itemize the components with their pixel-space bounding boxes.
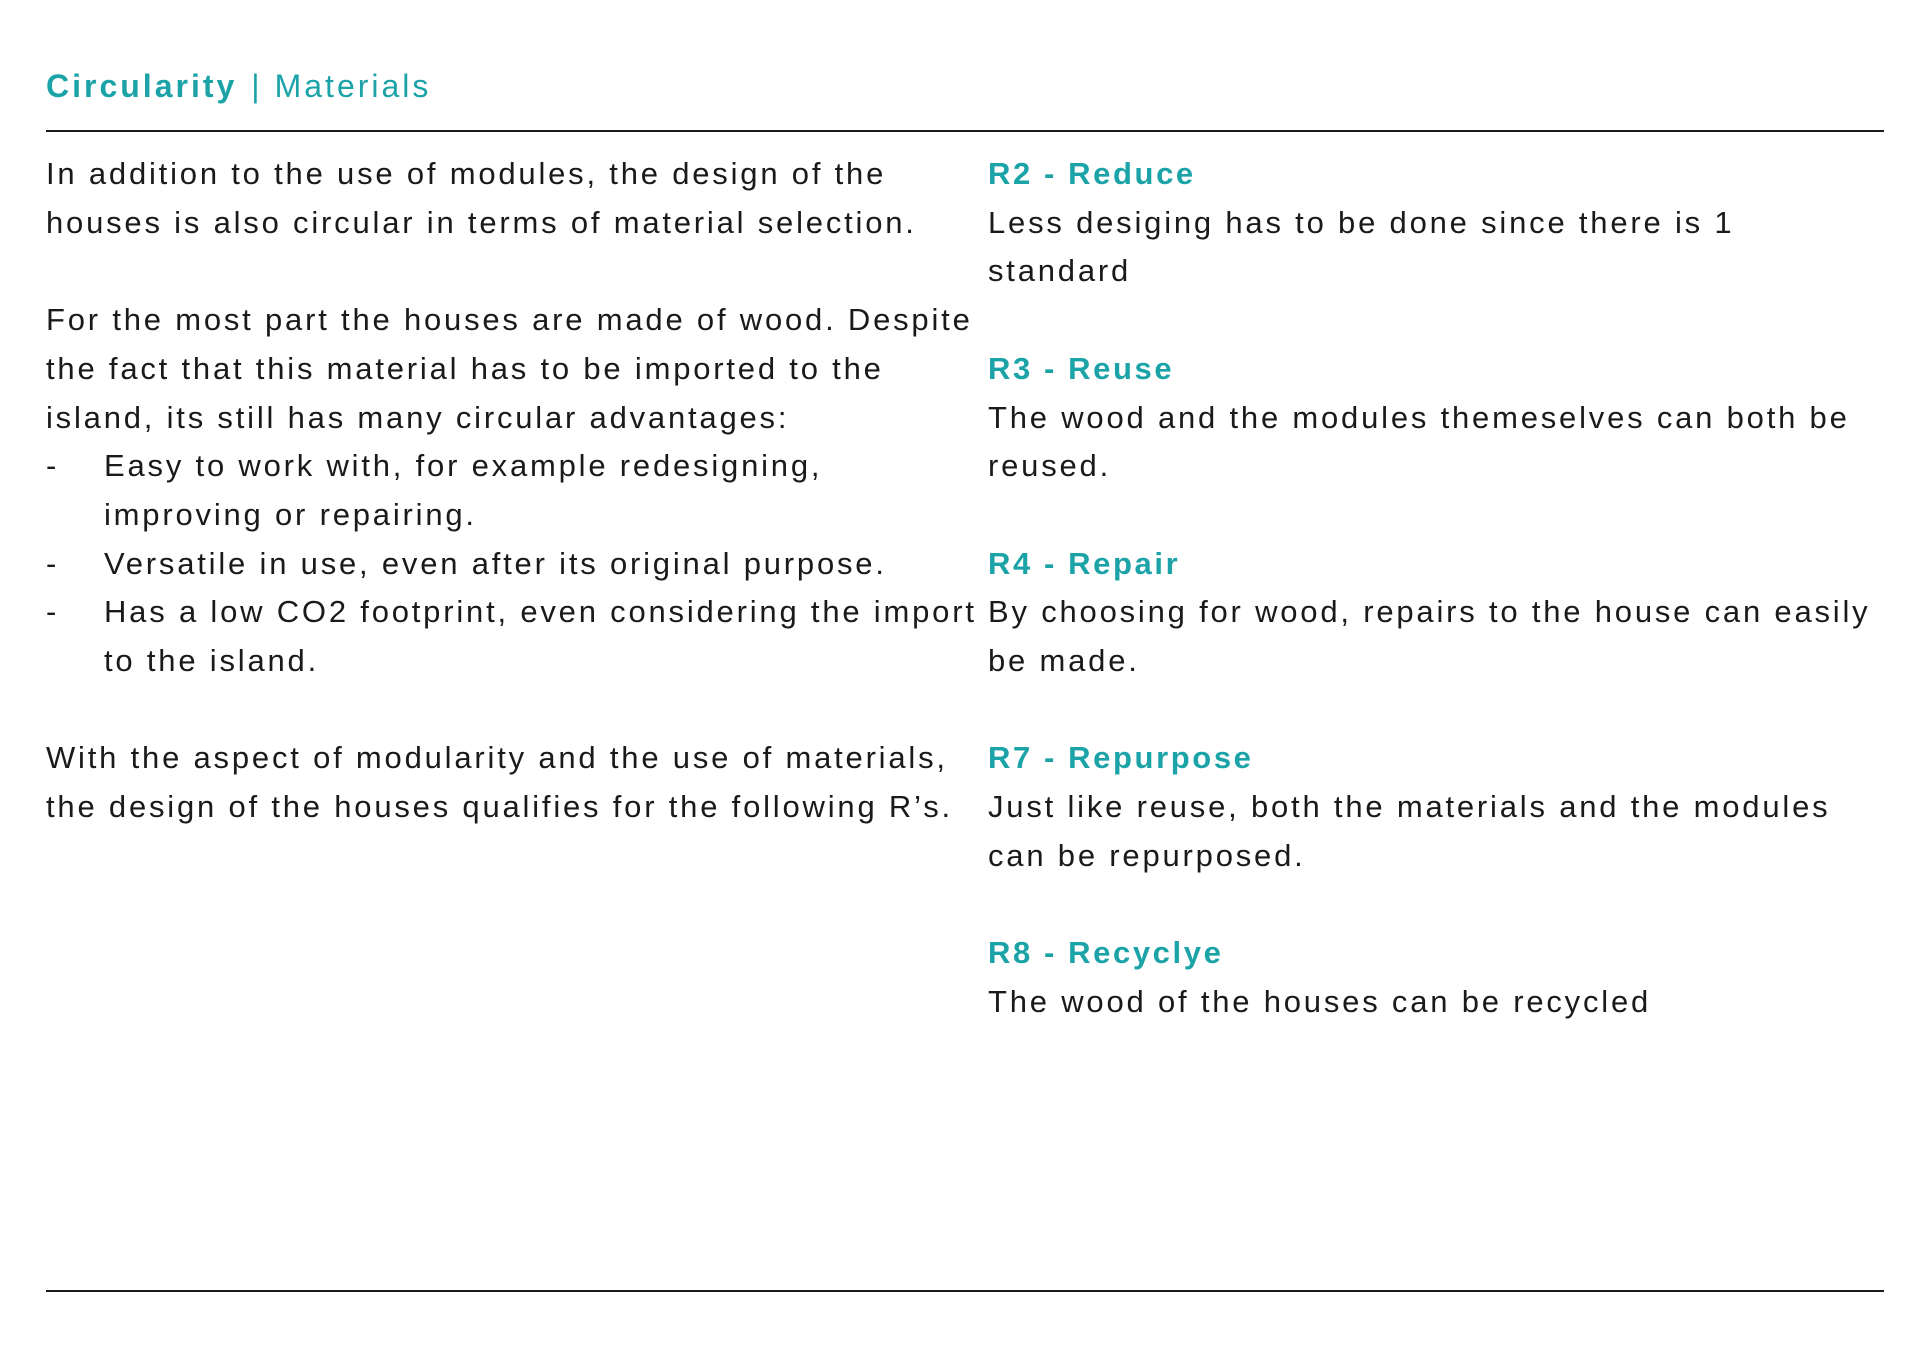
intro-paragraph: In addition to the use of modules, the design of the houses is also circular in terms of material selection. [46,156,917,240]
bullet-marker: - [46,594,60,630]
r-item-title: R3 - Reuse [988,350,1175,386]
page-header [46,64,431,108]
r-item-text: Just like reuse, both the materials and the modules can be repurposed. [988,789,1831,873]
advantages-list [46,442,986,686]
header-separator: | [251,68,263,104]
left-column [46,150,986,832]
section-spacer [988,686,1888,735]
r-item-reuse [988,345,1888,491]
r-item-title: R8 - Recyclye [988,935,1224,971]
section-spacer [988,296,1888,345]
paragraph-spacer [46,686,986,735]
bottom-divider [46,1290,1884,1292]
r-item-text: The wood of the houses can be recycled [988,983,1652,1019]
conclusion-paragraph: With the aspect of modularity and the use of materials, the design of the houses qualifies for the following R’s. [46,740,953,825]
r-item-text: By choosing for wood, repairs to the house can easily be made. [988,594,1871,678]
r-item-title: R2 - Reduce [988,156,1196,191]
r-item-repurpose [988,734,1888,880]
header-title: Circularity [46,68,238,104]
list-item-text: Easy to work with, for example redesigning, improving or repairing. [104,448,823,532]
bullet-marker: - [46,448,60,484]
wood-paragraph: For the most part the houses are made of wood. Despite the fact that this material has to be imported to the island, its still has many circular advantages: [46,302,973,435]
top-divider [46,130,1884,132]
list-item-text: Versatile in use, even after its original purpose. [104,545,887,581]
list-item [46,442,986,539]
list-item [46,540,986,589]
r-item-reduce [988,150,1888,296]
r-item-title: R4 - Repair [988,545,1181,581]
r-item-repair [988,540,1888,686]
right-column [988,150,1888,1027]
section-spacer [988,881,1888,930]
section-spacer [988,491,1888,540]
list-item-text: Has a low CO2 footprint, even considering the import to the island. [104,594,977,679]
header-subtitle: Materials [274,68,432,104]
list-item [46,588,986,685]
bullet-marker: - [46,545,60,581]
r-item-text: Less desiging has to be done since there is 1 standard [988,204,1735,289]
r-item-recycle [988,929,1888,1026]
paragraph-spacer [46,247,986,296]
r-item-title: R7 - Repurpose [988,740,1254,776]
r-item-text: The wood and the modules themeselves can both be reused. [988,399,1850,484]
